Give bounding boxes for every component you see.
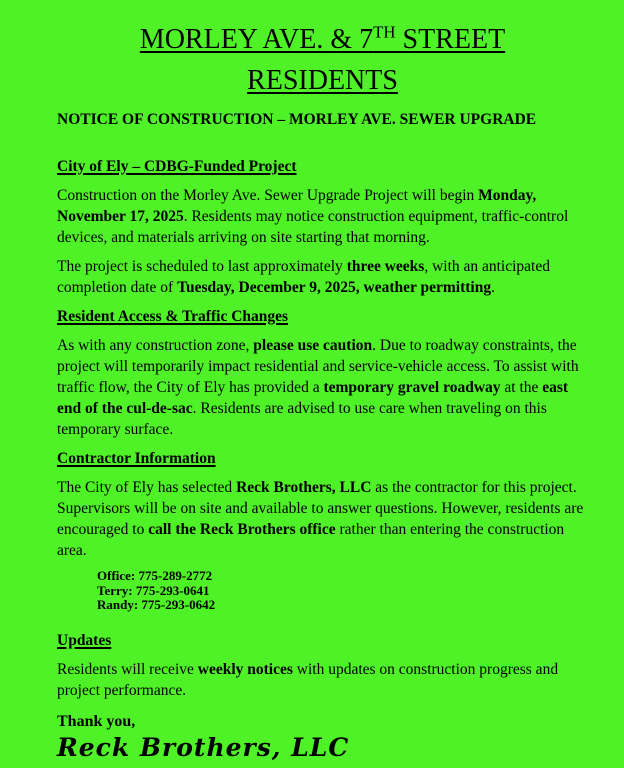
notice-subject-line: NOTICE OF CONSTRUCTION – MORLEY AVE. SEWER UPGRADE [57,111,537,128]
section-heading-project: City of Ely – CDBG-Funded Project [57,158,297,175]
paragraph-weekly-updates: Residents will receive weekly notices with updates on construction progress and project performance. [57,660,559,699]
title-street-post: STREET [395,24,506,55]
title-ordinal-superscript: TH [373,22,396,42]
title-street-pre: MORLEY AVE. & 7 [139,24,374,55]
contact-list [97,569,588,613]
title-line-2: RESIDENTS [247,65,398,96]
contact-office-phone: Office: 775-289-2772 [97,568,213,583]
title-line-1 [57,24,588,56]
paragraph-project-duration: The project is scheduled to last approximately three weeks, with an anticipated completion date of Tuesday, December 9, 2025, weather permitting. [57,258,550,296]
contact-randy-phone: Randy: 775-293-0642 [97,597,216,612]
closing-signature: Reck Brothers, LLC [57,732,350,762]
paragraph-contractor-info: The City of Ely has selected Reck Brothers, LLC as the contractor for this project. Supervisors will be on site and available to answer questions. However, residents are encouraged to call the Reck Brothers office rather than entering the construction area. [57,479,584,559]
section-heading-access: Resident Access & Traffic Changes [57,308,289,325]
section-heading-contractor: Contractor Information [57,450,216,467]
closing-thanks: Thank you, [57,712,136,730]
paragraph-construction-start: Construction on the Morley Ave. Sewer Upgrade Project will begin Monday, November 17, 2025. Residents may notice construction equipment, traffic-control devices, and materials arriving on site starting that morning. [57,187,569,246]
contact-terry-phone: Terry: 775-293-0641 [97,582,210,598]
paragraph-traffic-changes: As with any construction zone, please use caution. Due to roadway constraints, the project will temporarily impact residential and service-vehicle access. To assist with traffic flow, the City of Ely has provided a temporary gravel roadway at the east end of the cul-de-sac. Residents are advised to use care when traveling on this temporary surface. [57,337,579,438]
section-heading-updates: Updates [57,631,112,649]
